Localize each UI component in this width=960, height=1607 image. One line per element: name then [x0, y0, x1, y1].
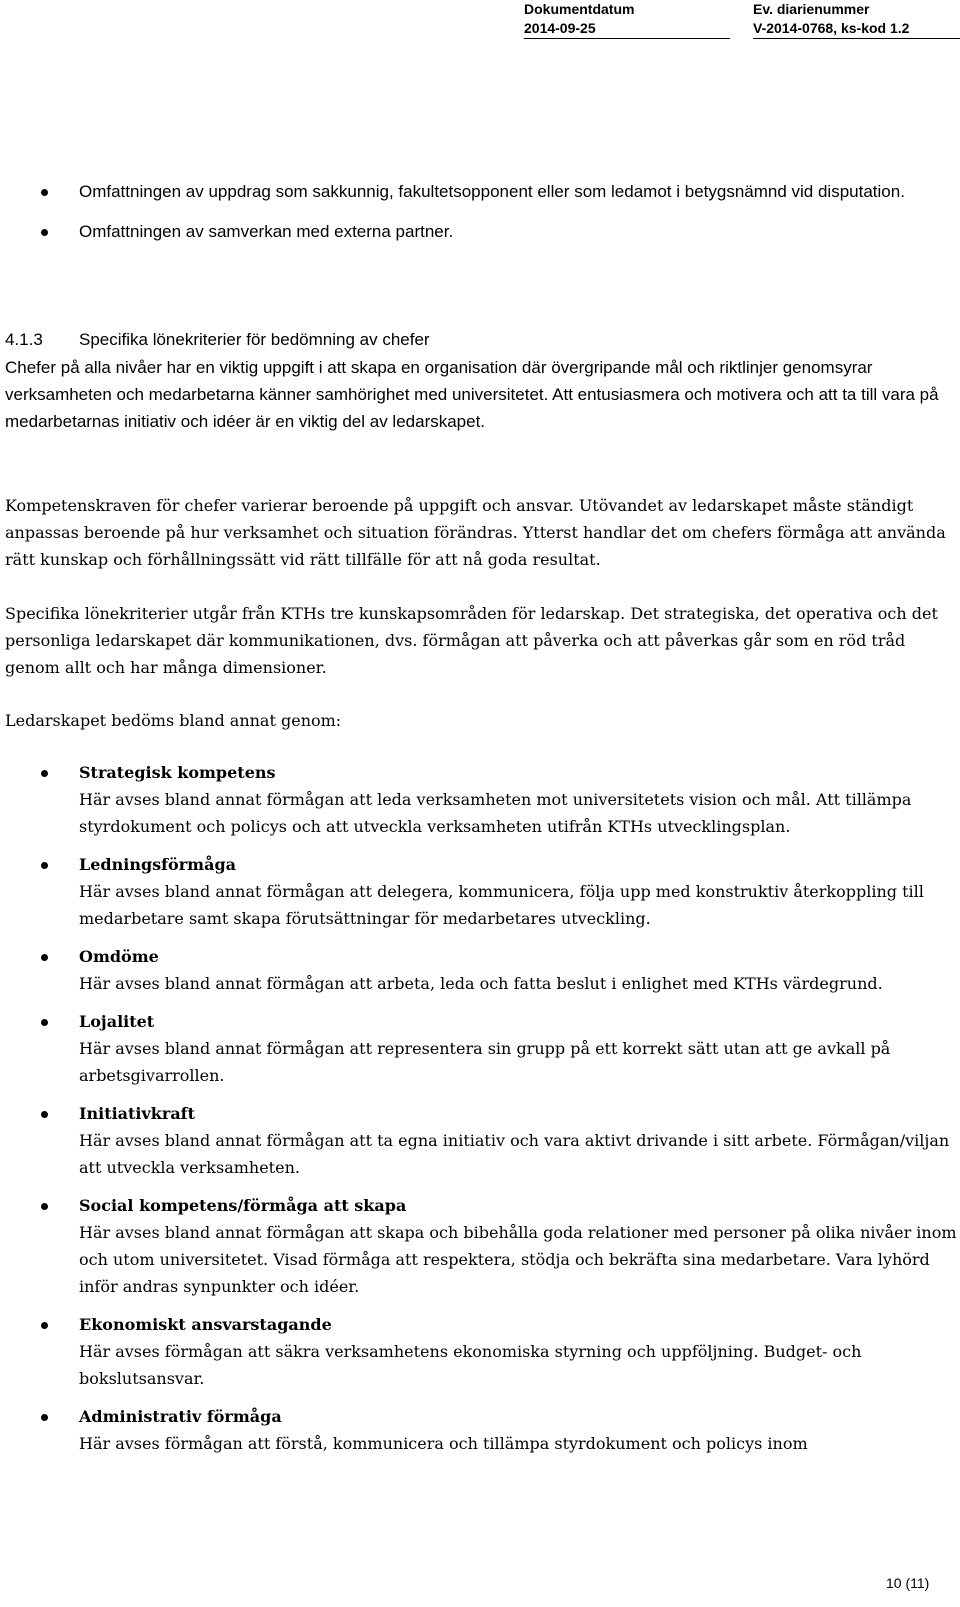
top-bullet-list	[0, 178, 960, 258]
criterion-title: Strategisk kompetens	[79, 763, 276, 782]
list-item	[0, 1100, 960, 1181]
criterion-title: Initiativkraft	[79, 1104, 195, 1123]
bullet-text: Omfattningen av samverkan med externa partner.	[79, 222, 454, 241]
bullet-icon	[41, 189, 48, 196]
section-title: Specifika lönekriterier för bedömning av chefer	[79, 330, 430, 349]
paragraph-knowledge-areas: Specifika lönekriterier utgår från KTHs tre kunskapsområden för ledarskap. Det strategiska, det operativa och det personliga ledarskapet där kommunikationen, dvs. förmågan att påverka och att påverkas går som en röd tråd genom allt och har många dimensioner.	[5, 604, 938, 677]
criterion-title: Social kompetens/förmåga att skapa	[79, 1196, 407, 1215]
bullet-icon	[41, 1414, 48, 1421]
criterion-description: Här avses bland annat förmågan att arbeta, leda och fatta beslut i enlighet med KTHs värdegrund.	[79, 974, 883, 993]
criteria-list	[0, 759, 960, 1468]
document-date-value: 2014-09-25	[524, 18, 730, 39]
header-registration-number	[753, 0, 960, 39]
criterion-title: Ledningsförmåga	[79, 855, 236, 874]
list-item	[0, 178, 960, 205]
header-document-date	[524, 0, 730, 39]
section-number: 4.1.3	[5, 330, 43, 349]
registration-number-value: V-2014-0768, ks-kod 1.2	[753, 18, 960, 39]
criterion-title: Lojalitet	[79, 1012, 155, 1031]
bullet-text: Omfattningen av uppdrag som sakkunnig, fakultetsopponent eller som ledamot i betygsnämnd vid disputation.	[79, 182, 905, 201]
paragraph-assessment-lead: Ledarskapet bedöms bland annat genom:	[5, 711, 342, 730]
page-number: 10 (11)	[886, 1575, 930, 1591]
bullet-icon	[41, 1019, 48, 1026]
bullet-icon	[41, 1203, 48, 1210]
list-item	[0, 851, 960, 932]
list-item	[0, 218, 960, 245]
criterion-description: Här avses bland annat förmågan att representera sin grupp på ett korrekt sätt utan att ge avkall på arbetsgivarrollen.	[79, 1039, 891, 1085]
criterion-title: Administrativ förmåga	[79, 1407, 282, 1426]
bullet-icon	[41, 1111, 48, 1118]
criterion-description: Här avses bland annat förmågan att delegera, kommunicera, följa upp med konstruktiv återkoppling till medarbetare samt skapa förutsättningar för medarbetares utveckling.	[79, 882, 924, 928]
list-item	[0, 943, 960, 997]
list-item	[0, 759, 960, 840]
list-item	[0, 1311, 960, 1392]
list-item	[0, 1008, 960, 1089]
criterion-description: Här avses förmågan att säkra verksamhetens ekonomiska styrning och uppföljning. Budget- och bokslutsansvar.	[79, 1342, 862, 1388]
criterion-description: Här avses bland annat förmågan att skapa och bibehålla goda relationer med personer på olika nivåer inom och utom universitetet. Visad förmåga att respektera, stödja och bekräfta sina medarbetare. Vara lyhörd inför andras synpunkter och idéer.	[79, 1223, 957, 1296]
list-item	[0, 1403, 960, 1457]
criterion-description: Här avses förmågan att förstå, kommunicera och tillämpa styrdokument och policys inom	[79, 1434, 808, 1453]
paragraph-competence: Kompetenskraven för chefer varierar beroende på uppgift och ansvar. Utövandet av ledarskapet måste ständigt anpassas beroende på hur verksamhet och situation förändras. Ytterst handlar det om chefers förmåga att använda rätt kunskap och förhållningssätt vid rätt tillfälle för att nå goda resultat.	[5, 496, 946, 569]
list-item	[0, 1192, 960, 1300]
paragraph-intro: Chefer på alla nivåer har en viktig uppgift i att skapa en organisation där övergripande mål och riktlinjer genomsyrar verksamheten och medarbetarna känner samhörighet med universitetet. Att entusiasmera och motivera och att ta till vara på medarbetarnas initiativ och idéer är en viktig del av ledarskapet.	[5, 358, 939, 431]
bullet-icon	[41, 770, 48, 777]
document-date-label: Dokumentdatum	[524, 1, 635, 17]
criterion-description: Här avses bland annat förmågan att leda verksamheten mot universitetets vision och mål. Att tillämpa styrdokument och policys och att utveckla verksamheten utifrån KTHs utvecklingsplan.	[79, 790, 912, 836]
criterion-title: Omdöme	[79, 947, 159, 966]
criterion-description: Här avses bland annat förmågan att ta egna initiativ och vara aktivt drivande i sitt arbete. Förmågan/viljan att utveckla verksamheten.	[79, 1131, 950, 1177]
bullet-icon	[41, 862, 48, 869]
criterion-title: Ekonomiskt ansvarstagande	[79, 1315, 332, 1334]
registration-number-label: Ev. diarienummer	[753, 1, 870, 17]
section-heading	[5, 326, 430, 353]
bullet-icon	[41, 229, 48, 236]
bullet-icon	[41, 1322, 48, 1329]
bullet-icon	[41, 954, 48, 961]
